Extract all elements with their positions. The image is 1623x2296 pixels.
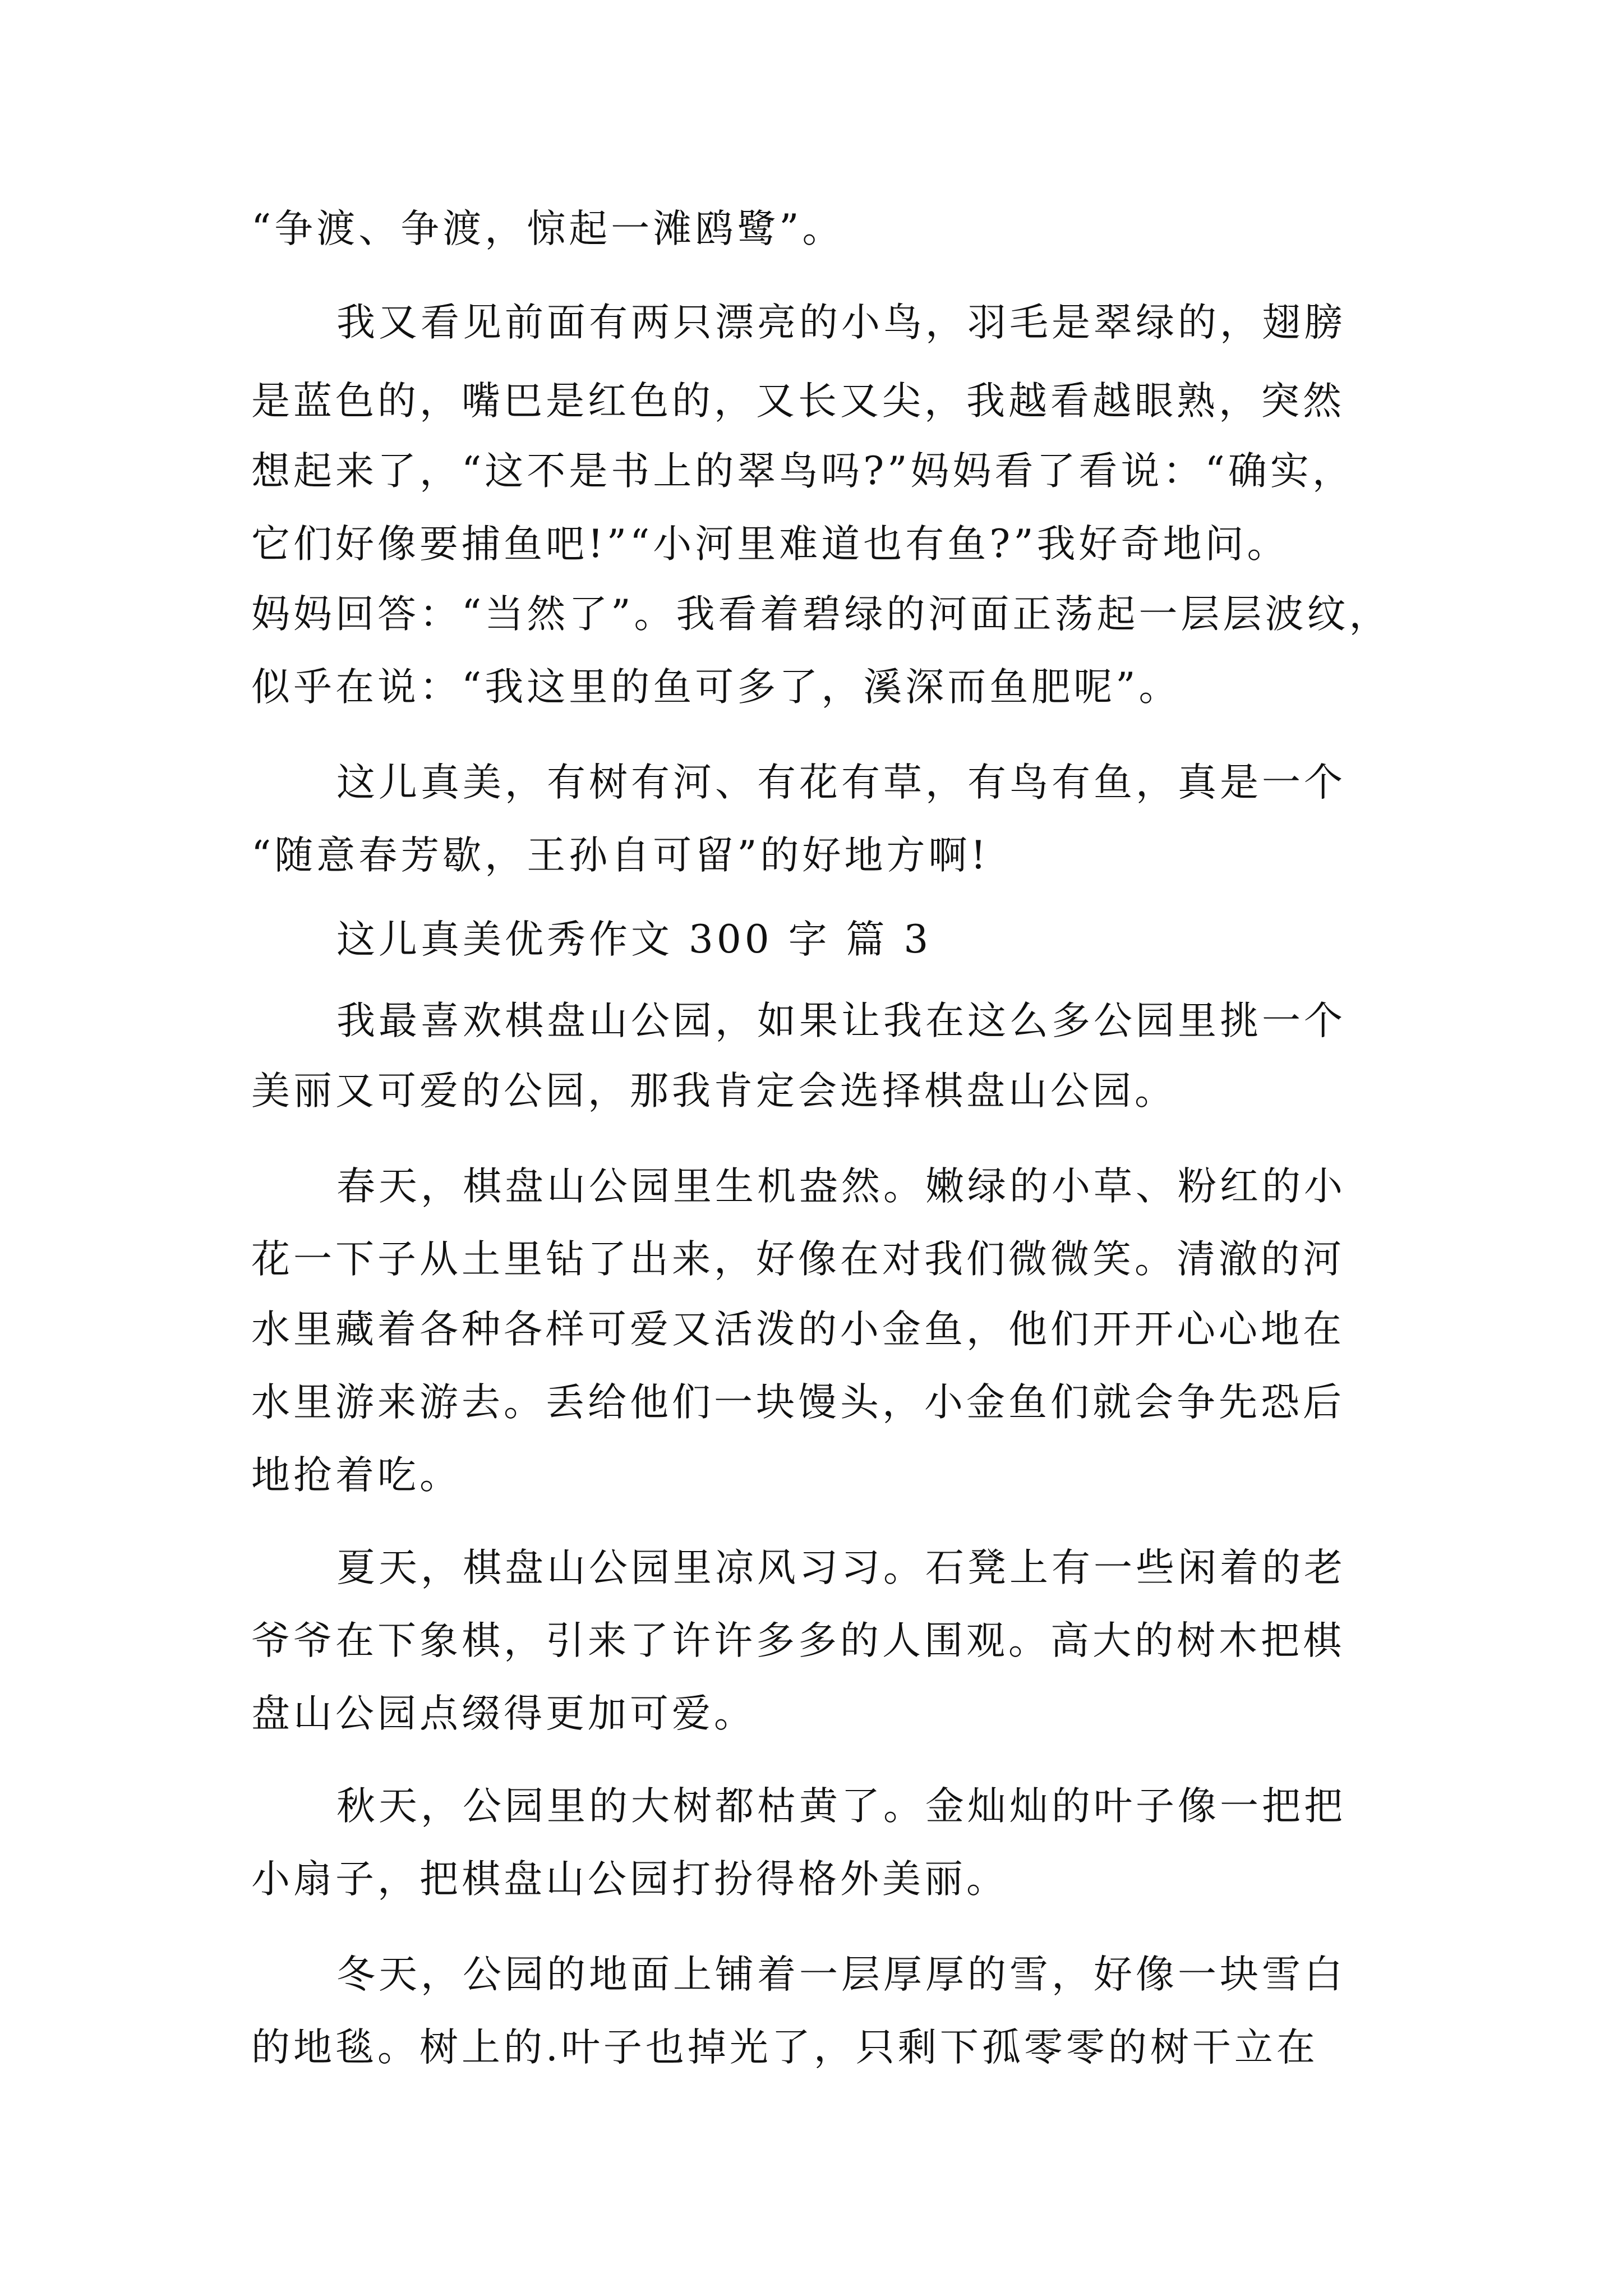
text-line: 水里游来游去。丢给他们一块馒头，小金鱼们就会争先恐后 bbox=[251, 1380, 1345, 1425]
text-line: 美丽又可爱的公园，那我肯定会选择棋盘山公园。 bbox=[251, 1069, 1177, 1114]
text-line: 秋天，公园里的大树都枯黄了。金灿灿的叶子像一把把 bbox=[336, 1784, 1346, 1829]
text-line: 夏天，棋盘山公园里凉风习习。石凳上有一些闲着的老 bbox=[336, 1545, 1346, 1590]
text-line: 我最喜欢棋盘山公园，如果让我在这么多公园里挑一个 bbox=[336, 999, 1346, 1043]
text-line: 地抢着吃。 bbox=[251, 1453, 462, 1498]
text-line: 妈妈回答：“当然了”。我看着碧绿的河面正荡起一层层波纹， bbox=[251, 592, 1391, 637]
text-line: 春天，棋盘山公园里生机盎然。嫩绿的小草、粉红的小 bbox=[336, 1164, 1346, 1209]
text-line: 这儿真美，有树有河、有花有草，有鸟有鱼，真是一个 bbox=[336, 760, 1346, 805]
text-line: 花一下子从土里钻了出来，好像在对我们微微笑。清澈的河 bbox=[251, 1237, 1345, 1282]
text-line: 爷爷在下象棋，引来了许许多多的人围观。高大的树木把棋 bbox=[251, 1618, 1345, 1663]
text-line: 冬天，公园的地面上铺着一层厚厚的雪，好像一块雪白 bbox=[336, 1952, 1346, 1997]
text-line: “争渡、争渡，惊起一滩鸥鹭”。 bbox=[251, 206, 845, 251]
text-line: 是蓝色的，嘴巴是红色的，又长又尖，我越看越眼熟，突然 bbox=[251, 379, 1345, 424]
text-line: 想起来了，“这不是书上的翠鸟吗?”妈妈看了看说：“确实， bbox=[251, 449, 1354, 494]
text-line: 它们好像要捕鱼吧!”“小河里难道也有鱼?”我好奇地问。 bbox=[251, 522, 1289, 567]
text-line: 盘山公园点缀得更加可爱。 bbox=[251, 1691, 756, 1736]
text-line: 我又看见前面有两只漂亮的小鸟，羽毛是翠绿的，翅膀 bbox=[336, 300, 1346, 345]
text-line: 似乎在说：“我这里的鱼可多了，溪深而鱼肥呢”。 bbox=[251, 665, 1181, 710]
section-heading: 这儿真美优秀作文 300 字 篇 3 bbox=[336, 917, 932, 962]
text-line: 的地毯。树上的.叶子也掉光了，只剩下孤零零的树干立在 bbox=[251, 2025, 1318, 2070]
text-line: 小扇子，把棋盘山公园打扮得格外美丽。 bbox=[251, 1857, 1008, 1902]
text-line: “随意春芳歇，王孙自可留”的好地方啊! bbox=[251, 833, 990, 878]
text-line: 水里藏着各种各样可爱又活泼的小金鱼，他们开开心心地在 bbox=[251, 1307, 1345, 1352]
